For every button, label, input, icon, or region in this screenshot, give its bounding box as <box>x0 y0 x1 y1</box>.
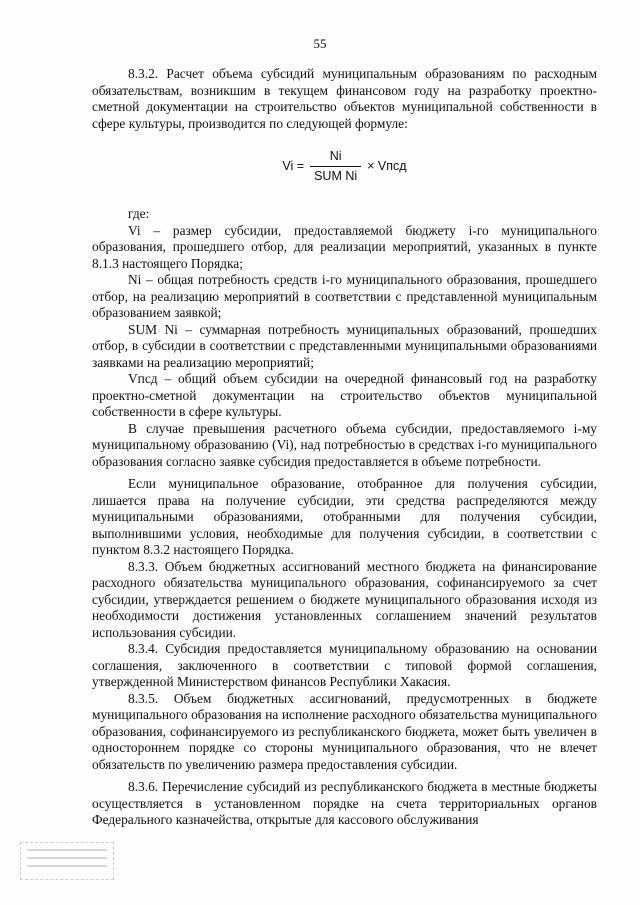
page-number: 55 <box>313 36 327 51</box>
definition-sum-ni: SUM Ni – суммарная потребность муниципальных образований, прошедших отбор, в субсидии в соответствии с представленными муниципальными образованиями заявками на реализацию мероприятий; <box>92 321 597 370</box>
document-body <box>92 66 597 829</box>
formula-fraction <box>310 148 361 184</box>
formula-rhs: × Vпсд <box>367 158 407 173</box>
paragraph-8-3-4: 8.3.4. Субсидия предоставляется муниципальному образованию на основании соглашения, заключенного в соответствии с типовой формой соглашения, утвержденной Министерством финансов Республики Хакасия. <box>92 641 597 689</box>
paragraph-8-3-6: 8.3.6. Перечисление субсидий из республиканского бюджета в местные бюджеты осуществляется в установленном порядке на счета территориальных органов Федерального казначейства, открытые для кассового обслуживания <box>92 779 597 827</box>
definition-vi: Vi – размер субсидии, предоставляемой бюджету i-го муниципального образования, прошедшего отбор, для реализации мероприятий, указанных в пункте 8.1.3 настоящего Порядка; <box>92 222 597 271</box>
formula <box>92 148 597 184</box>
registry-stamp <box>20 842 114 880</box>
paragraph-redistribution: Если муниципальное образование, отобранное для получения субсидии, лишается права на получение субсидии, эти средства распределяются между муниципальными образованиями, отобранными для получения субсидии, выполнившими условия, необходимые для получения субсидии, в соответствии с пунктом 8.3.2 настоящего Порядка. <box>92 476 597 557</box>
definition-ni: Ni – общая потребность средств i-го муниципального образования, прошедшего отбор, на реализацию мероприятий в соответствии с представленной муниципальным образованием заявкой; <box>92 272 597 320</box>
formula-numerator: Ni <box>329 149 342 163</box>
paragraph-8-3-2: 8.3.2. Расчет объема субсидий муниципальным образованиям по расходным обязательствам, возникшим в текущем финансовом году на разработку проектно-сметной документации на строительство объектов муниципальной собственности в сфере культуры, производится по следующей формуле: <box>92 66 597 131</box>
paragraph-8-3-5: 8.3.5. Объем бюджетных ассигнований, предусмотренных в бюджете муниципального образования на исполнение расходного обязательства муниципального образования, софинансируемого из республиканского бюджета, может быть увеличен в одностороннем порядке со стороны муниципального образования, что не влечет обязательств по увеличению размера предоставления субсидии. <box>92 690 597 772</box>
formula-denominator: SUM Ni <box>314 168 358 183</box>
definition-vpsd: Vпсд – общий объем субсидии на очередной финансовый год на разработку проектно-сметной документации на строительство объектов муниципальной собственности в сфере культуры. <box>92 371 597 419</box>
formula-lhs: Vi = <box>282 158 305 173</box>
paragraph-8-3-3: 8.3.3. Объем бюджетных ассигнований местного бюджета на финансирование расходного обязательства муниципального образования, софинансируемого за счет субсидии, утверждается решением о бюджете муниципального образования исходя из необходимости достижения установленных соглашением значений результатов использования субсидии. <box>92 558 597 640</box>
where-label: где: <box>128 206 150 221</box>
paragraph-excess: В случае превышения расчетного объема субсидии, предоставляемого i-му муниципальному образованию (Vi), над потребностью в средствах i-го муниципального образования согласно заявке субсидия предоставляется в объеме потребности. <box>92 420 597 469</box>
